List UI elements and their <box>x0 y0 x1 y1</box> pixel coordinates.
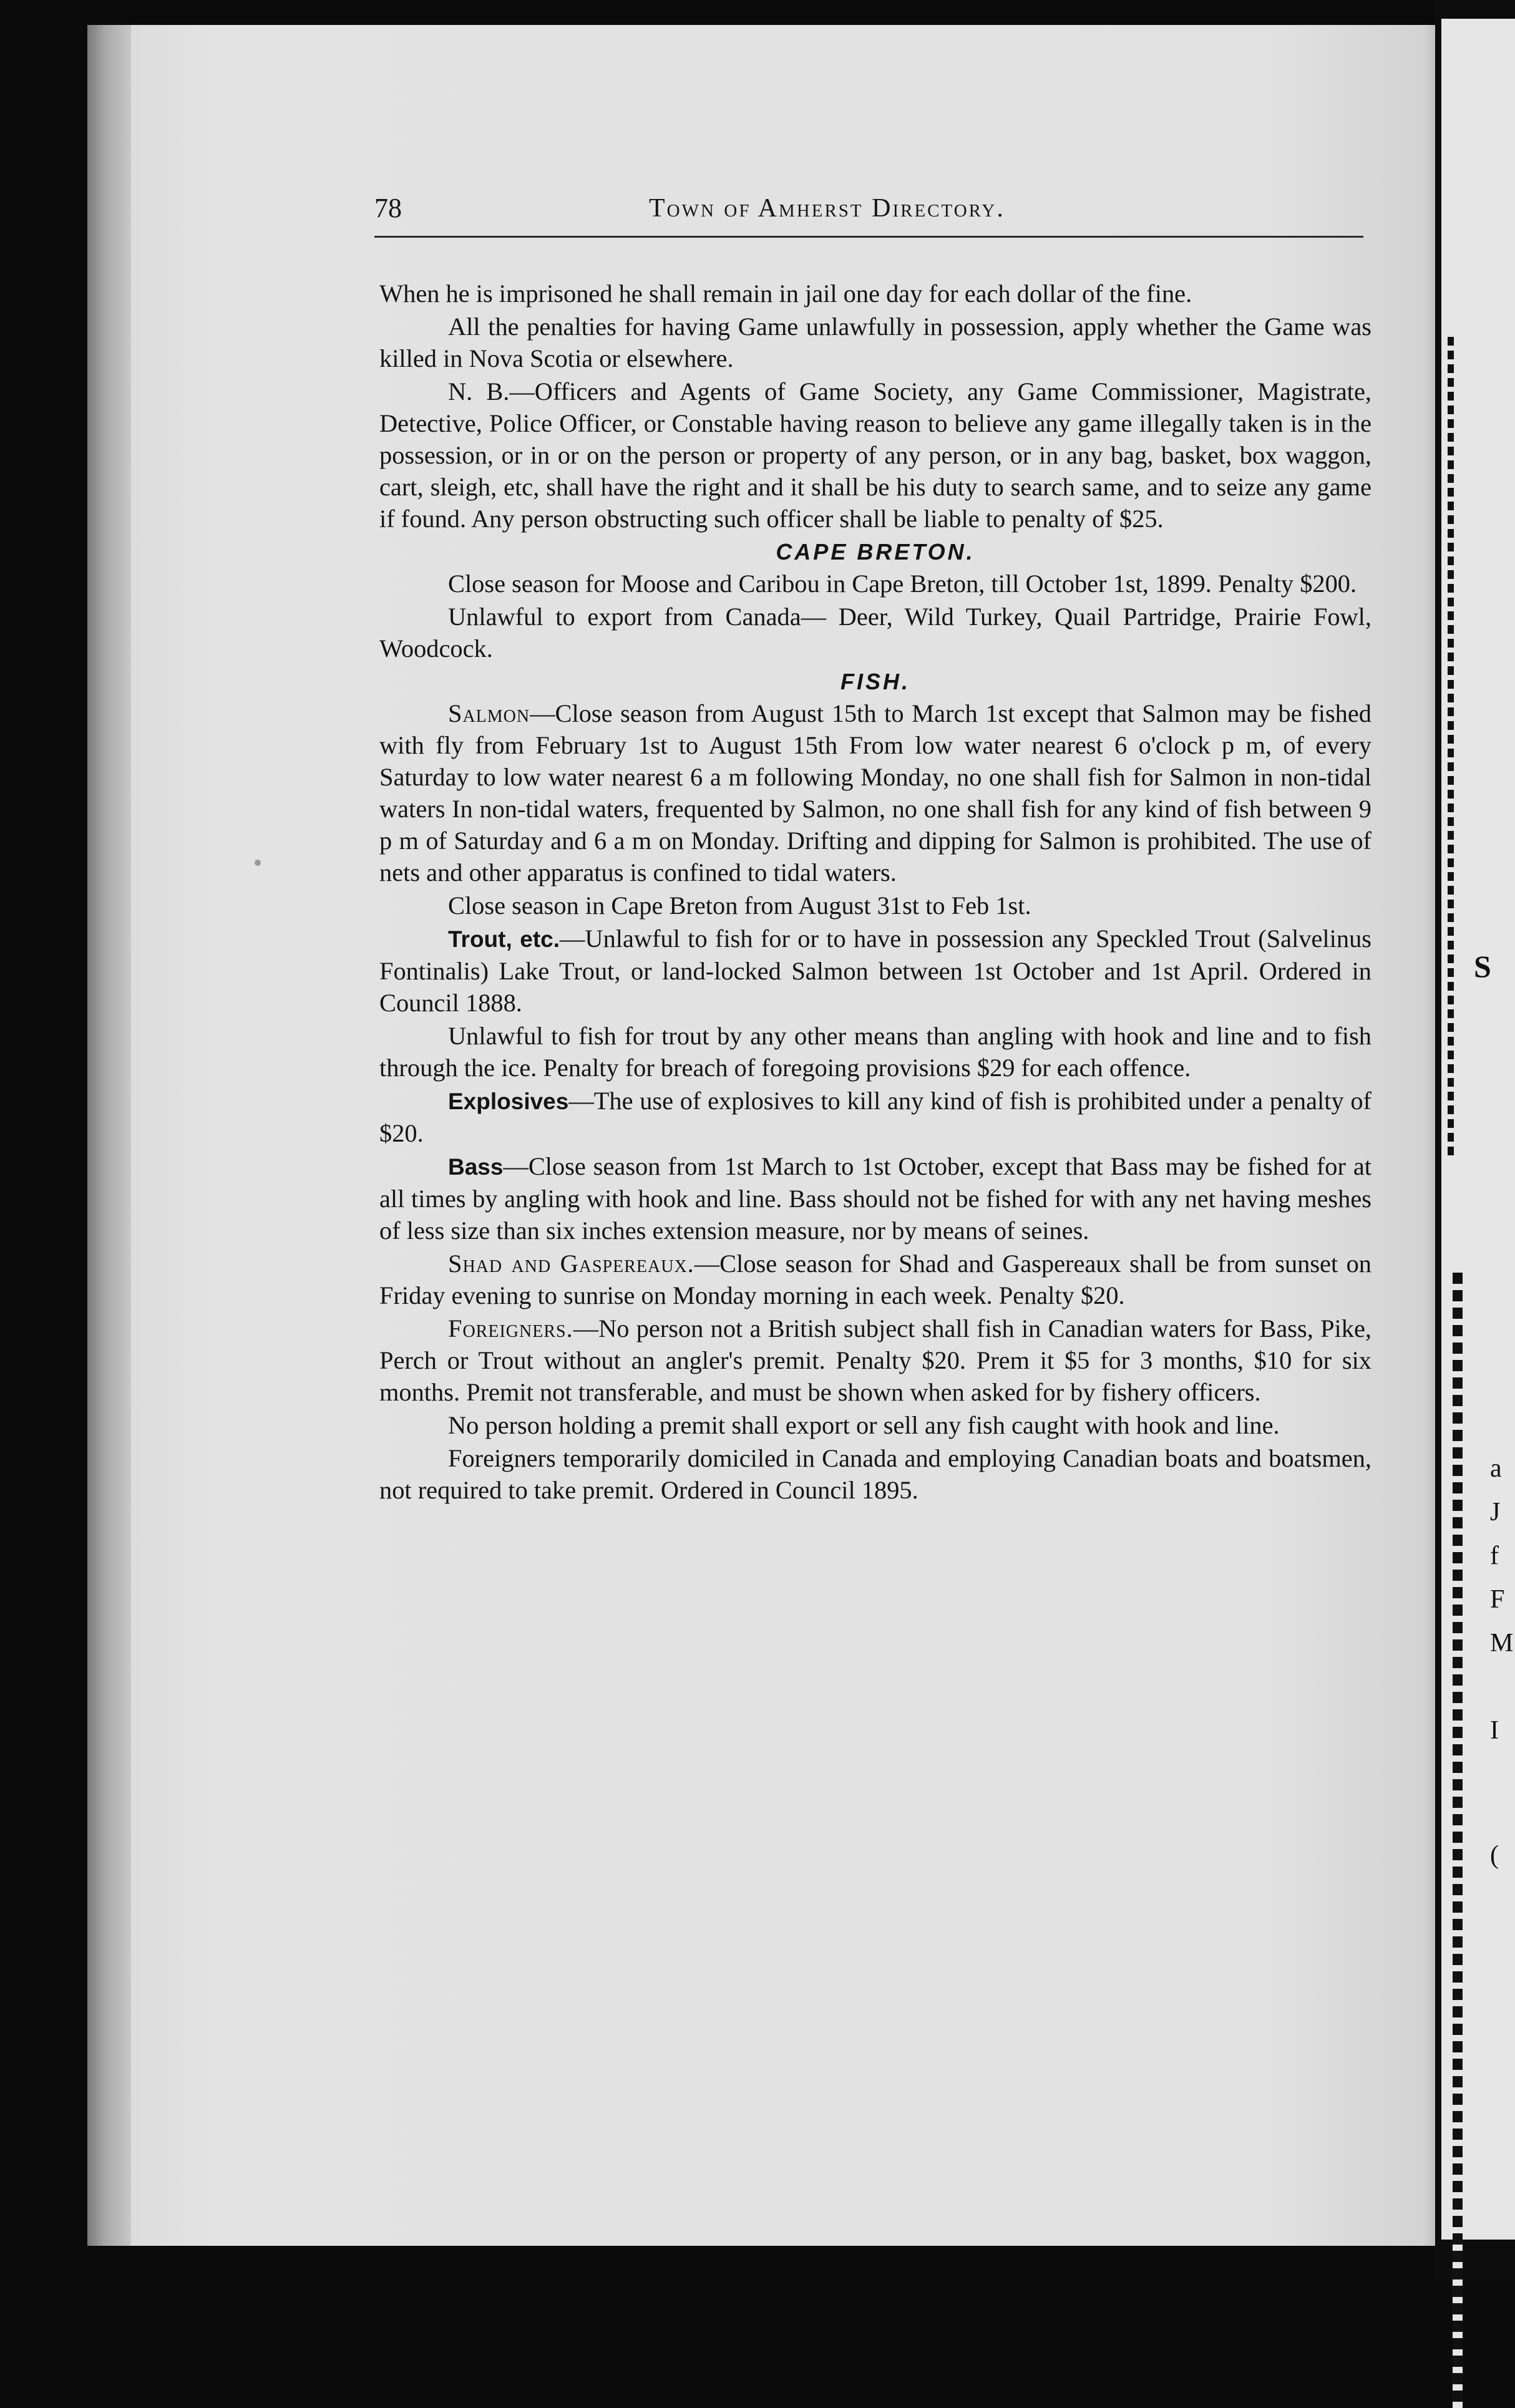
shad-text: —Close season for Shad and Gaspereaux shall be from sunset on Friday evening to sunrise on Monday morning in each week. Penalty $20. <box>379 1250 1371 1309</box>
trout-text: —Unlawful to fish for or to have in possession any Speckled Trout (Salvelinus Fontinalis) Lake Trout, or land-locked Salmon between 1st October and 1st April. Ordered in Council 1888. <box>379 925 1371 1017</box>
header-rule <box>374 236 1363 238</box>
explosives-label: Explosives <box>448 1089 569 1114</box>
paragraph-penalties: All the penalties for having Game unlawfully in possession, apply whether the Game was killed in Nova Scotia or elsewhere. <box>379 313 1371 372</box>
foreigners-label: Foreigners. <box>448 1314 573 1342</box>
heading-cape-breton: CAPE BRETON. <box>776 539 975 565</box>
adjacent-page <box>1435 0 1515 2281</box>
paragraph-explosives <box>379 1085 1371 1149</box>
page-header <box>374 188 1360 232</box>
adjacent-fragment: M <box>1490 1629 1514 1658</box>
foreigners-text: —No person not a British subject shall fish in Canadian waters for Bass, Pike, Perch or Trout without an angler's premit. Penalty $20. Prem it $5 for 3 months, $10 for six months. Premit not transferable, and must be shown when asked for by fishery officers. <box>379 1314 1371 1406</box>
adjacent-fragment: f <box>1490 1541 1499 1570</box>
bass-label: Bass <box>448 1154 504 1180</box>
salmon-text: —Close season from August 15th to March 1st except that Salmon may be fished with fly from February 1st to August 15th From low water nearest 6 o'clock p m, of every Saturday to low water nearest 6 a m following Monday, no one shall fish for Salmon in non-tidal waters In non-tidal waters, frequented by Salmon, no one shall fish for any kind of fish between 9 p m of Saturday and 6 a m on Monday. Drifting and dipping for Salmon is prohibited. The use of nets and other apparatus is confined to tidal waters. <box>379 699 1371 886</box>
paragraph-bass <box>379 1150 1371 1246</box>
paragraph-shad <box>379 1248 1371 1311</box>
paragraph-export: Unlawful to export from Canada— Deer, Wild Turkey, Quail Partridge, Prairie Fowl, Woodcock. <box>379 603 1371 663</box>
paragraph-premit: No person holding a premit shall export or sell any fish caught with hook and line. <box>448 1411 1280 1439</box>
adjacent-fragment: J <box>1490 1498 1501 1527</box>
decorative-border-bars <box>1453 1273 1463 2408</box>
explosives-text: —The use of explosives to kill any kind of fish is prohibited under a penalty of $20. <box>379 1087 1371 1147</box>
paragraph-trout <box>379 923 1371 1019</box>
paragraph-cape-breton-close: Close season in Cape Breton from August 31st to Feb 1st. <box>448 891 1031 920</box>
paragraph-foreigners <box>379 1313 1371 1408</box>
bass-text: —Close season from 1st March to 1st October, except that Bass may be fished for at all times by angling with hook and line. Bass should not be fished for with any net having meshes of less size than six inches extension measure, nor by means of seines. <box>379 1152 1371 1245</box>
adjacent-fragment: ( <box>1490 1841 1499 1870</box>
paragraph-nb: N. B.—Officers and Agents of Game Society, any Game Commissioner, Magistrate, Detective, Police Officer, or Constable having reason to believe any game illegally taken is in the possession, or in or on the person or property of any person, or in any bag, basket, box waggon, cart, sleigh, etc, shall have the right and it shall be his duty to search same, and to seize any game if found. Any person obstructing such officer shall be liable to penalty of $25. <box>379 377 1371 533</box>
paragraph-trout-angling: Unlawful to fish for trout by any other means than angling with hook and line and to fish through the ice. Penalty for breach of foregoing provisions $29 for each offence. <box>379 1022 1371 1082</box>
paragraph-fine: When he is imprisoned he shall remain in jail one day for each dollar of the fine. <box>379 279 1192 308</box>
page-number: 78 <box>374 193 402 223</box>
paragraph-moose: Close season for Moose and Caribou in Cape Breton, till October 1st, 1899. Penalty $200. <box>448 570 1357 598</box>
page-body <box>379 278 1371 1507</box>
running-title: Town of Amherst Directory. <box>649 194 1005 223</box>
decorative-border-chain <box>1448 337 1454 1160</box>
adjacent-fragment: I <box>1490 1716 1499 1745</box>
heading-fish: FISH. <box>840 669 910 694</box>
adjacent-fragment: F <box>1490 1585 1505 1614</box>
trout-label: Trout, etc. <box>448 926 560 952</box>
salmon-label: Salmon <box>448 699 530 727</box>
paragraph-salmon <box>379 697 1371 888</box>
shad-label: Shad and Gaspereaux. <box>448 1250 694 1278</box>
adjacent-fragment: a <box>1490 1454 1502 1483</box>
dust-speck <box>255 860 261 866</box>
page-gutter-shadow <box>87 25 131 2246</box>
adjacent-fragment: S <box>1474 949 1491 984</box>
paragraph-domiciled: Foreigners temporarily domiciled in Canada and employing Canadian boats and boatsmen, not required to take premit. Ordered in Council 1895. <box>379 1444 1371 1504</box>
